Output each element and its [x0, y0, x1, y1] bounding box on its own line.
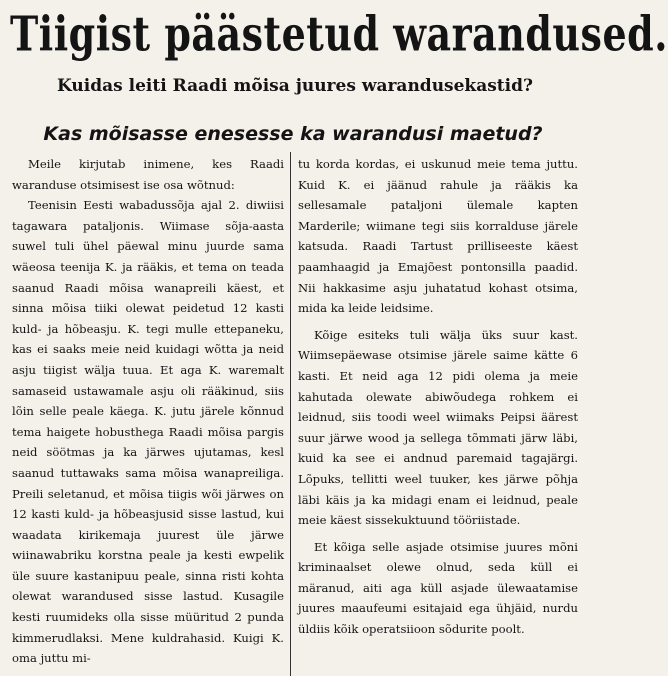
- paragraph-story: Teenisin Eesti wabadussõja ajal 2. diwiisi tagawara pataljonis. Wiimase sõja-aasta suwel tuli ühel päewal minu juurde sama wäeosa teenija K. ja rääkis, et tema on teada saanud Raadi mõisa wanapreili käest, et sinna mõisa tiiki olewat peidetud 12 kasti kuld- ja hõbeasju. K. tegi mulle ettepaneku, kas ei saaks meie neid kuidagi wõtta ja neid asju tiigist wälja tuua. Et aga K. waremalt samaseid ustawamale asju oli rääkinud, siis lõin selle peale käega. K. jutu järele kõnnud tema haigete hobusthega Raadi mõisa pargis neid söötmas ja ka järwes ujutamas, kesl saanud tuttawaks sama mõisa wanapreiliga. Preili seletanud, et mõisa tiigis wõi järwes on 12 kasti kuld- ja hõbeasjusid sisse lastud, kui waadata kirikemaja juurest üle järwe wiinawabriku korstna peale ja kesti ewpelik üle suure kastanipuu peale, sinna risti kohta olewat warandused sisse lastud. Kusagile kesti ruumideks olla sisse müüritud 2 punda kimmerudlaksi. Mene kuldrahasid. Kuigi K. oma juttu mi-: [12, 198, 284, 666]
- paragraph-intro: Meile kirjutab inimene, kes Raadi waranduse otsimisest ise osa wõtnud:: [12, 157, 284, 192]
- paragraph-conclusion: Et kõiga selle asjade otsimise juures mõni kriminaalset olewe olnud, seda küll ei märanud, aiti aga küll asjade ülewaatamise juures maaufeumi esitajaid ega ühjäid, nurdu üldiis kõik operatsiioon sõdurite poolt.: [298, 539, 578, 637]
- column-divider: [290, 152, 291, 676]
- article-headline: Tiigist päästetud warandused.: [10, 5, 668, 62]
- paragraph-continuation: tu korda kordas, ei uskunud meie tema juttu. Kuid K. ei jäänud rahule ja rääkis ka sellesamale pataljoni ülemale kapten Marderile; wiimane tegi siis korralduse järele katsuda. Raadi Tartust prilliseeste käest paamhaagid ja Emajõest pontonsilla paadid. Nii hakkasime asju juhatatud kohast otsima, mida ka leide leidsime.: [298, 157, 578, 316]
- left-column: [12, 154, 284, 669]
- paragraph-search: Kõige esiteks tuli wälja üks suur kast. Wiimsepäewase otsimise järele saime kätte 6 kasti. Et neid aga 12 pidi olema ja meie kahutada olewate abiwõudega rohkem ei leidnud, siis toodi weel wiimaks Peipsi äärest suur järwe wood ja sellega tõmmati järw läbi, kuid ka see ei andnud paremaid tagajärgi. Lõpuks, tellitti weel tuuker, kes järwe põhja läbi käis ja ka midagi enam ei leidnud, peale meie käest sissekuktuund tööriistade.: [298, 327, 578, 528]
- right-column: [298, 154, 578, 640]
- article-kicker: Kas mõisasse enesesse ka warandusi maetud?: [43, 123, 543, 145]
- article-subheadline: Kuidas leiti Raadi mõisa juures warandusekastid?: [57, 76, 533, 96]
